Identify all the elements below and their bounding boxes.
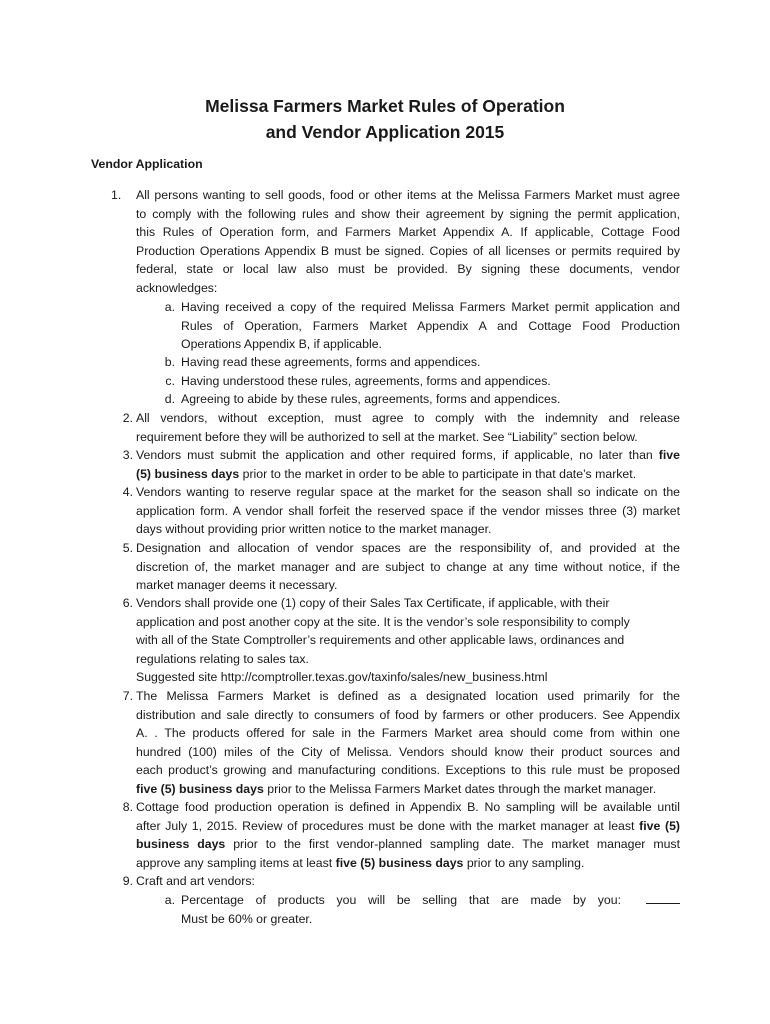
list-item-line: Designation and allocation of vendor spaces are the responsibility of, and provided at the: [136, 541, 680, 555]
list-item-text: prior to any sampling.: [466, 855, 585, 870]
sub-item-line: Must be 60% or greater.: [181, 911, 313, 926]
sub-item-letter: d.: [164, 392, 175, 406]
bold-text: five (5): [639, 818, 681, 833]
sub-item-1d: [164, 390, 680, 409]
list-item-3: [122, 446, 680, 483]
list-item-number: 3.: [122, 448, 133, 462]
list-item-9: [122, 872, 680, 891]
list-item-number: 8.: [122, 800, 133, 814]
list-item-6: [122, 594, 680, 687]
sub-item-1c: [165, 372, 680, 391]
list-item-line: each product’s growing and manufacturing conditions. Exceptions to this rule must be proposed: [136, 763, 680, 778]
list-item-line: [136, 854, 680, 873]
list-item-2: [122, 409, 680, 446]
list-item-line: All persons wanting to sell goods, food or other items at the Melissa Farmers Market must agree: [136, 188, 680, 202]
list-item-text: after July 1, 2015. Review of procedures must be done with the market manager at least: [136, 818, 635, 833]
list-item-line: federal, state or local law also must be provided. By signing these documents, vendor: [136, 262, 680, 277]
sub-item-letter: a.: [164, 300, 175, 314]
sub-item-line: Having understood these rules, agreements, forms and appendices.: [181, 374, 551, 388]
list-item-line: distribution and sale directly to consumers of food by farmers or other producers. See Appendix: [136, 707, 680, 722]
list-item-line: with all of the State Comptroller’s requirements and other applicable laws, ordinances and: [136, 633, 625, 648]
bold-text: five (5) business days: [335, 855, 464, 870]
list-item-line: [136, 780, 680, 799]
list-item-line: [136, 446, 680, 465]
list-item-line: regulations relating to sales tax.: [136, 651, 309, 666]
list-item-line: requirement before they will be authorized to sell at the market. See “Liability” section below.: [136, 429, 638, 444]
bold-text: five: [658, 448, 680, 462]
list-item-4: [122, 483, 680, 539]
list-item-line: Vendors shall provide one (1) copy of their Sales Tax Certificate, if applicable, with their: [136, 596, 610, 610]
sub-item-line: [181, 891, 680, 910]
sub-item-1b: [164, 353, 680, 372]
list-item-number: 5.: [122, 541, 133, 555]
document-title-line-1: Melissa Farmers Market Rules of Operation: [205, 96, 565, 116]
list-item-number: 6.: [122, 596, 133, 610]
sub-item-letter: a.: [164, 893, 175, 907]
list-item-line: [136, 465, 680, 484]
list-item-line: Vendors wanting to reserve regular space at the market for the season shall so indicate on the: [136, 485, 680, 499]
sub-item-letter: b.: [164, 355, 175, 369]
sub-item-9a: [164, 891, 680, 928]
bold-text: (5) business days: [136, 466, 240, 481]
list-item-line: acknowledges:: [136, 280, 218, 295]
list-item-line: hundred (100) miles of the City of Melissa. Vendors should know their product sources and: [136, 744, 680, 759]
list-item-text: prior to the market in order to be able to participate in that date’s market.: [242, 466, 637, 481]
list-item-line: market manager deems it necessary.: [136, 578, 338, 593]
list-item-line: Cottage food production operation is defined in Appendix B. No sampling will be available until: [136, 800, 680, 814]
suggested-site-link[interactable]: Suggested site http://comptroller.texas.gov/taxinfo/sales/new_business.html: [136, 670, 548, 685]
sub-item-1a: [164, 298, 680, 354]
list-item-line: application form. A vendor shall forfeit the reserved space if the vendor misses three (3) market: [136, 503, 680, 518]
list-item-text: prior to the first vendor-planned sampling date. The market manager must: [233, 837, 680, 852]
list-item-text: prior to the Melissa Farmers Market dates through the market manager.: [267, 781, 657, 796]
percentage-blank-field[interactable]: [646, 892, 680, 904]
list-item-line: The Melissa Farmers Market is defined as a designated location used primarily for the: [136, 689, 680, 703]
bold-text: five (5) business days: [136, 781, 264, 796]
list-item-line: [136, 835, 680, 854]
list-item-number: 2.: [122, 411, 133, 425]
list-item-line: [136, 817, 680, 836]
list-item-line: this Rules of Operation form, and Farmers Market Appendix A. If applicable, Cottage Food: [136, 225, 680, 240]
list-item-1: [111, 186, 680, 298]
list-item-number: 1.: [111, 188, 122, 202]
list-item-number: 4.: [122, 485, 133, 499]
section-heading: Vendor Application: [91, 157, 203, 171]
list-item-7: [122, 687, 680, 799]
bold-text: business days: [136, 837, 226, 852]
document-title-line-2: and Vendor Application 2015: [265, 122, 505, 142]
list-item-line: to comply with the following rules and show their agreement by signing the permit application,: [136, 206, 680, 221]
list-item-text: approve any sampling items at least: [136, 855, 333, 870]
sub-item-text: Percentage of products you will be selling that are made by you:: [181, 893, 621, 907]
sub-item-line: Operations Appendix B, if applicable.: [181, 337, 382, 352]
list-item-line: Craft and art vendors:: [136, 874, 255, 888]
sub-item-line: Rules of Operation, Farmers Market Appendix A and Cottage Food Production: [181, 318, 680, 333]
list-item-line: application and post another copy at the site. It is the vendor’s sole responsibility to comply: [136, 614, 630, 629]
sub-item-line: Having received a copy of the required Melissa Farmers Market permit application and: [181, 300, 680, 314]
sub-item-line: Having read these agreements, forms and appendices.: [181, 355, 481, 369]
list-item-line: days without providing prior written notice to the market manager.: [136, 522, 492, 537]
list-item-text: Vendors must submit the application and other required forms, if applicable, no later than: [136, 448, 653, 462]
list-item-line: discretion of, the market manager and are subject to change at any time without notice, if the: [136, 559, 680, 574]
list-item-line: All vendors, without exception, must agree to comply with the indemnity and release: [136, 411, 680, 425]
list-item-line: A. . The products offered for sale in the Farmers Market area should come from within one: [136, 726, 680, 741]
list-item-number: 9.: [122, 874, 133, 888]
sub-item-letter: c.: [165, 374, 175, 388]
list-item-5: [122, 539, 680, 595]
list-item-number: 7.: [122, 689, 133, 703]
list-item-line: Production Operations Appendix B must be signed. Copies of all licenses or permits required by: [136, 243, 680, 258]
sub-item-line: Agreeing to abide by these rules, agreements, forms and appendices.: [181, 392, 561, 406]
list-item-8: [122, 798, 681, 872]
